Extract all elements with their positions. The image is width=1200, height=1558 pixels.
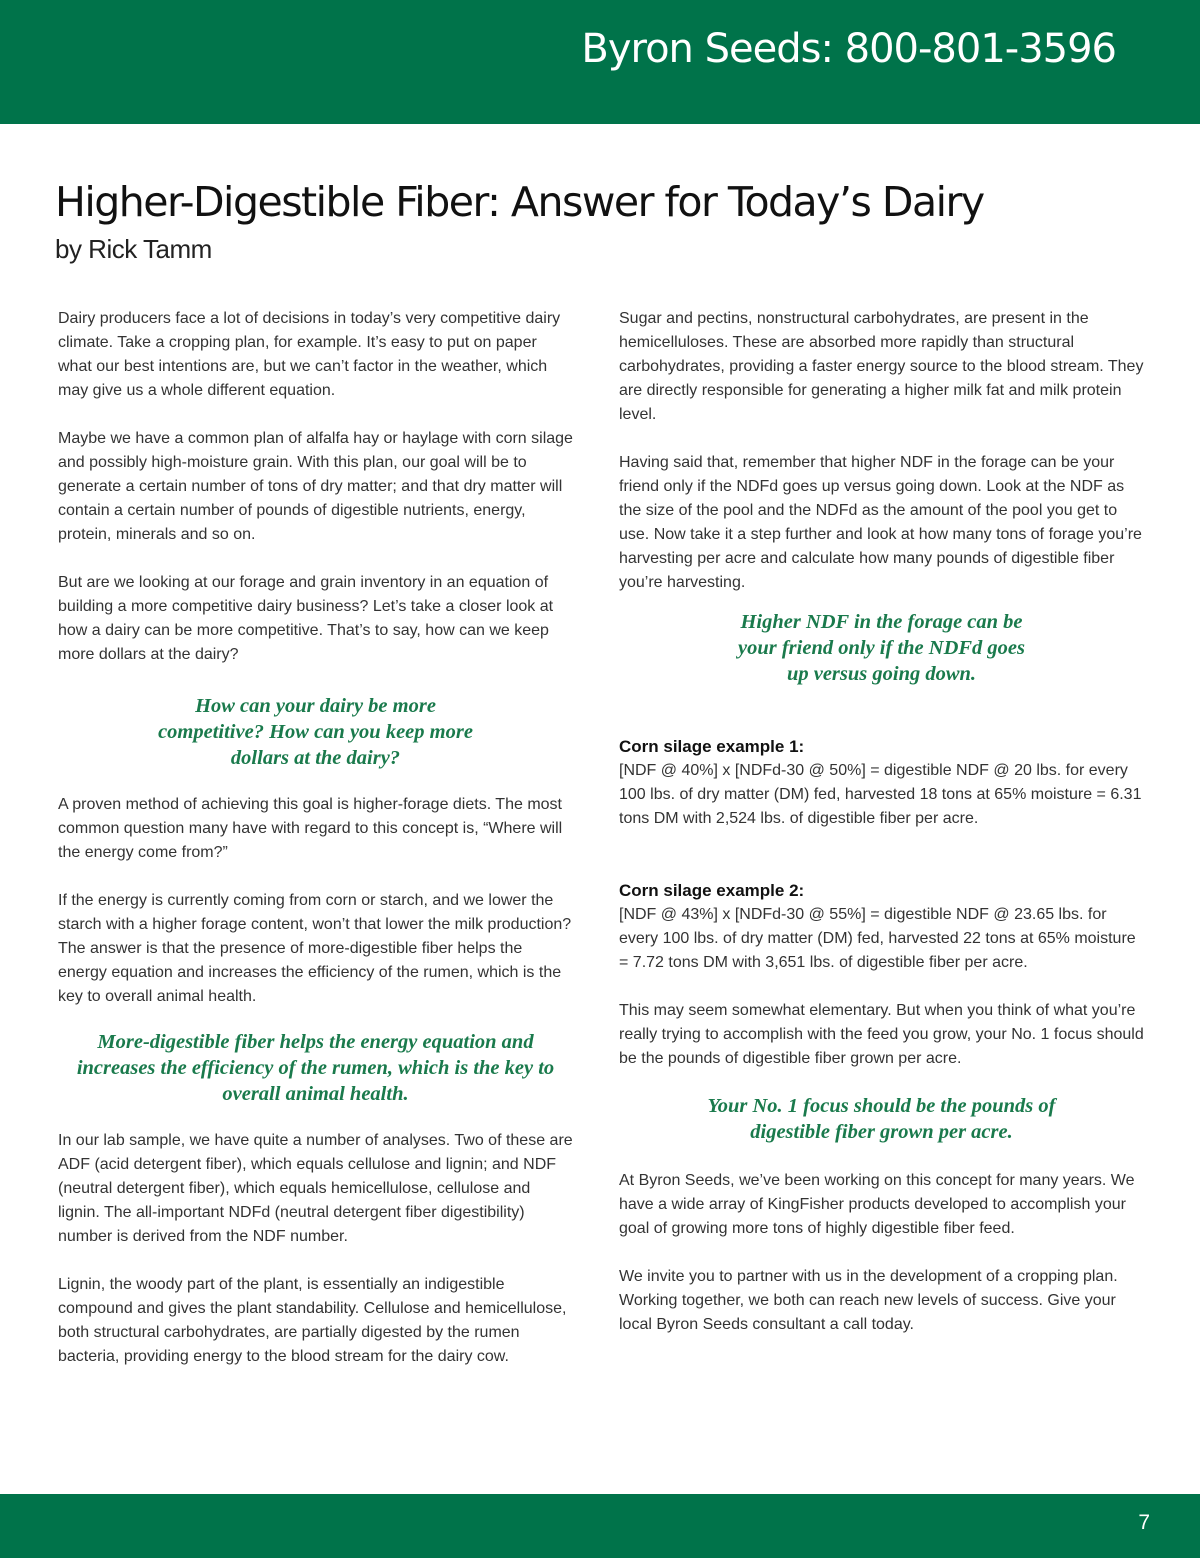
paragraph: In our lab sample, we have quite a number of analyses. Two of these are ADF (acid detergent fiber), which equals cellulose and lignin; and NDF (neutral detergent fiber), which equals hemicellulose, cellulose and lignin. The all-important NDFd (neutral detergent fiber digestibility) number is derived from the NDF number. [58, 1132, 573, 1245]
pull-quote: Higher NDF in the forage can be your friend only if the NDFd goes up versus going down. [738, 611, 1025, 685]
header-phone-number: Byron Seeds: 800-801-3596 [581, 26, 1116, 72]
pull-quote: How can your dairy be more competitive? How can you keep more dollars at the dairy? [158, 695, 473, 769]
article-title: Higher-Digestible Fiber: Answer for Today’s Dairy [55, 178, 984, 226]
paragraph: Having said that, remember that higher NDF in the forage can be your friend only if the NDFd goes up versus going down. Look at the NDF as the size of the pool and the NDFd as the amount of the pool you get to use. Now take it a step further and look at how many tons of forage you’re harvesting per acre and calculate how many pounds of digestible fiber you’re harvesting. [619, 454, 1142, 591]
paragraph: Lignin, the woody part of the plant, is essentially an indigestible compound and gives the plant standability. Cellulose and hemicellulose, both structural carbohydrates, are partially digested by the rumen bacteria, providing energy to the blood stream for the dairy cow. [58, 1276, 567, 1365]
paragraph: But are we looking at our forage and grain inventory in an equation of building a more competitive dairy business? Let’s take a closer look at how a dairy can be more competitive. That’s to say, how can we keep more dollars at the dairy? [58, 574, 554, 663]
paragraph: A proven method of achieving this goal is higher-forage diets. The most common question many have with regard to this concept is, “Where will the energy come from?” [58, 796, 563, 861]
paragraph: This may seem somewhat elementary. But when you think of what you’re really trying to accomplish with the feed you grow, your No. 1 focus should be the pounds of digestible fiber grown per acre. [619, 1002, 1144, 1067]
paragraph: If the energy is currently coming from corn or starch, and we lower the starch with a higher forage content, won’t that lower the milk production? The answer is that the presence of more-digestible fiber helps the energy equation and increases the efficiency of the rumen, which is the key to overall animal health. [58, 892, 572, 1005]
page-number: 7 [1138, 1511, 1150, 1534]
pull-quote: More-digestible fiber helps the energy equation and increases the efficiency of the rumen, which is the key to overall animal health. [76, 1031, 555, 1105]
left-column [58, 307, 573, 1393]
example-1-text: [NDF @ 40%] x [NDFd-30 @ 50%] = digestible NDF @ 20 lbs. for every 100 lbs. of dry matter (DM) fed, harvested 18 tons at 65% moisture = 6.31 tons DM with 2,524 lbs. of digestible fiber per acre. [619, 762, 1142, 827]
pull-quote: Your No. 1 focus should be the pounds of digestible fiber grown per acre. [707, 1095, 1056, 1143]
paragraph: We invite you to partner with us in the development of a cropping plan. Working together, we both can reach new levels of success. Give your local Byron Seeds consultant a call today. [619, 1268, 1118, 1333]
paragraph: Dairy producers face a lot of decisions in today’s very competitive dairy climate. Take a cropping plan, for example. It’s easy to put on paper what our best intentions are, but we can’t factor in the weather, which may give us a whole different equation. [58, 310, 561, 399]
paragraph: Maybe we have a common plan of alfalfa hay or haylage with corn silage and possibly high-moisture grain. With this plan, our goal will be to generate a certain number of tons of dry matter; and that dry matter will contain a certain number of pounds of digestible nutrients, energy, protein, minerals and so on. [58, 430, 573, 543]
article-byline: by Rick Tamm [55, 234, 212, 264]
right-column [619, 307, 1144, 1361]
paragraph: At Byron Seeds, we’ve been working on this concept for many years. We have a wide array of KingFisher products developed to accomplish your goal of growing more tons of highly digestible fiber feed. [619, 1172, 1135, 1237]
example-2-text: [NDF @ 43%] x [NDFd-30 @ 55%] = digestible NDF @ 23.65 lbs. for every 100 lbs. of dry matter (DM) fed, harvested 22 tons at 65% moisture = 7.72 tons DM with 3,651 lbs. of digestible fiber per acre. [619, 906, 1136, 971]
footer-band [0, 1494, 1200, 1558]
example-2-heading: Corn silage example 2: [619, 881, 805, 900]
header-band [0, 0, 1200, 124]
paragraph: Sugar and pectins, nonstructural carbohydrates, are present in the hemicelluloses. These are absorbed more rapidly than structural carbohydrates, providing a faster energy source to the blood stream. They are directly responsible for generating a higher milk fat and milk protein level. [619, 310, 1144, 423]
example-1-heading: Corn silage example 1: [619, 737, 805, 756]
